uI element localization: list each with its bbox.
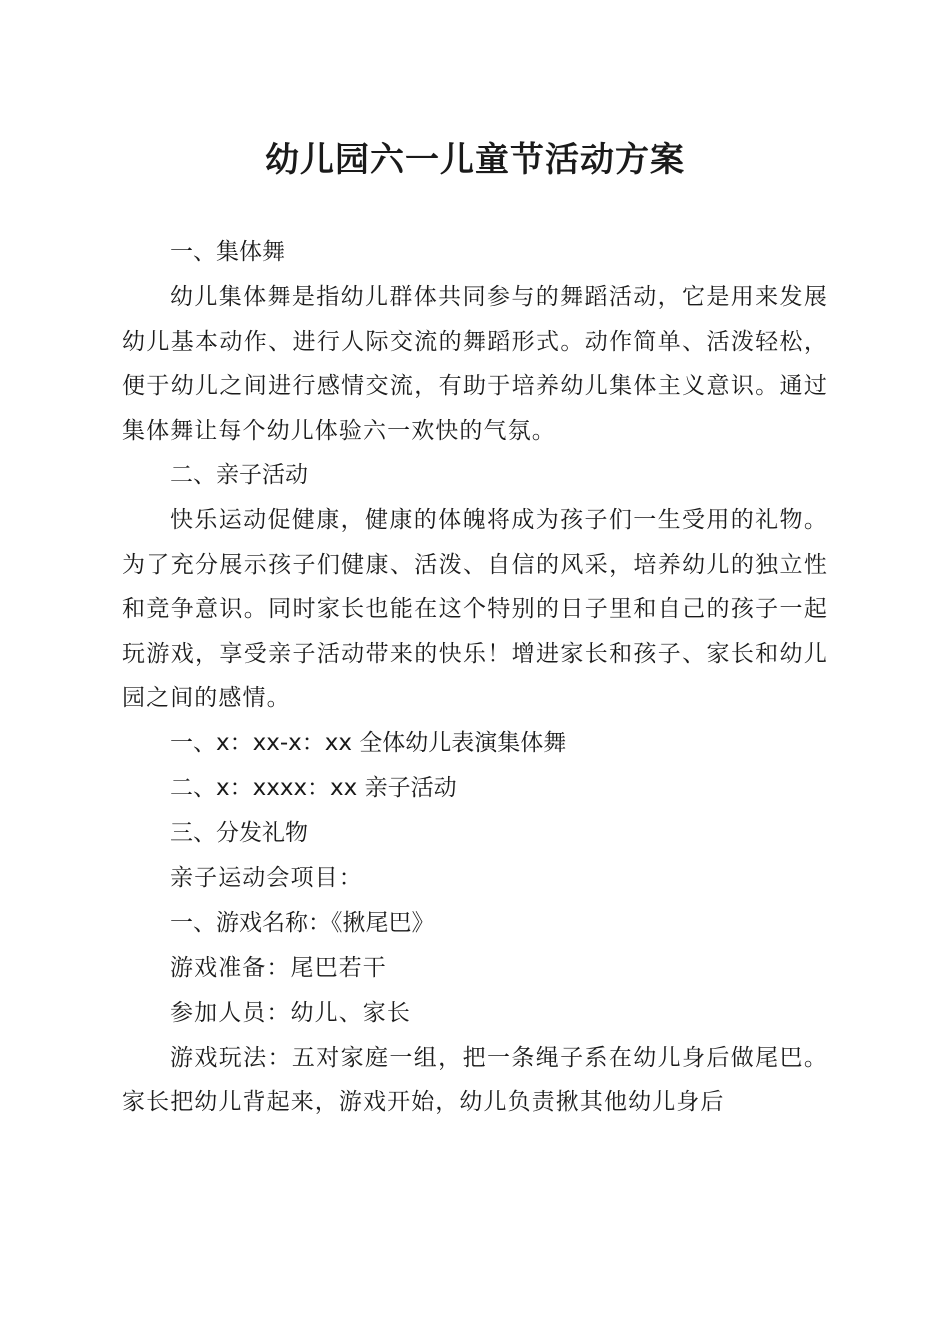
section-heading-group-dance: 一、集体舞 — [170, 239, 285, 265]
schedule-item: 一、x：xx-x：xx 全体幼儿表演集体舞 — [170, 729, 567, 756]
schedule-item: 二、x：xxxx：xx 亲子活动 — [170, 774, 457, 801]
paragraph-parent-child: 快乐运动促健康，健康的体魄将成为孩子们一生受用的礼物。为了充分展示孩子们健康、活泼、自信的风采，培养幼儿的独立性和竞争意识。同时家长也能在这个特别的日子里和自己的孩子一起玩游戏，享受亲子活动带来的快乐！增进家长和孩子、家长和幼儿园之间的感情。 — [122, 507, 828, 711]
game-rules: 游戏玩法：五对家庭一组，把一条绳子系在幼儿身后做尾巴。家长把幼儿背起来，游戏开始，幼儿负责揪其他幼儿身后 — [122, 1044, 828, 1115]
section-heading-parent-child: 二、亲子活动 — [170, 462, 308, 488]
games-intro: 亲子运动会项目： — [170, 864, 363, 891]
schedule-item: 三、分发礼物 — [170, 819, 308, 846]
game-heading: 一、游戏名称：《揪尾巴》 — [170, 909, 435, 936]
paragraph-group-dance: 幼儿集体舞是指幼儿群体共同参与的舞蹈活动，它是用来发展幼儿基本动作、进行人际交流的舞蹈形式。动作简单、活泼轻松，便于幼儿之间进行感情交流，有助于培养幼儿集体主义意识。通过集体舞让每个幼儿体验六一欢快的气氛。 — [122, 284, 828, 444]
document-title: 幼儿园六一儿童节活动方案 — [265, 140, 685, 180]
game-participants: 参加人员：幼儿、家长 — [170, 999, 411, 1026]
document-body — [122, 230, 828, 1125]
game-preparation: 游戏准备：尾巴若干 — [170, 954, 387, 981]
